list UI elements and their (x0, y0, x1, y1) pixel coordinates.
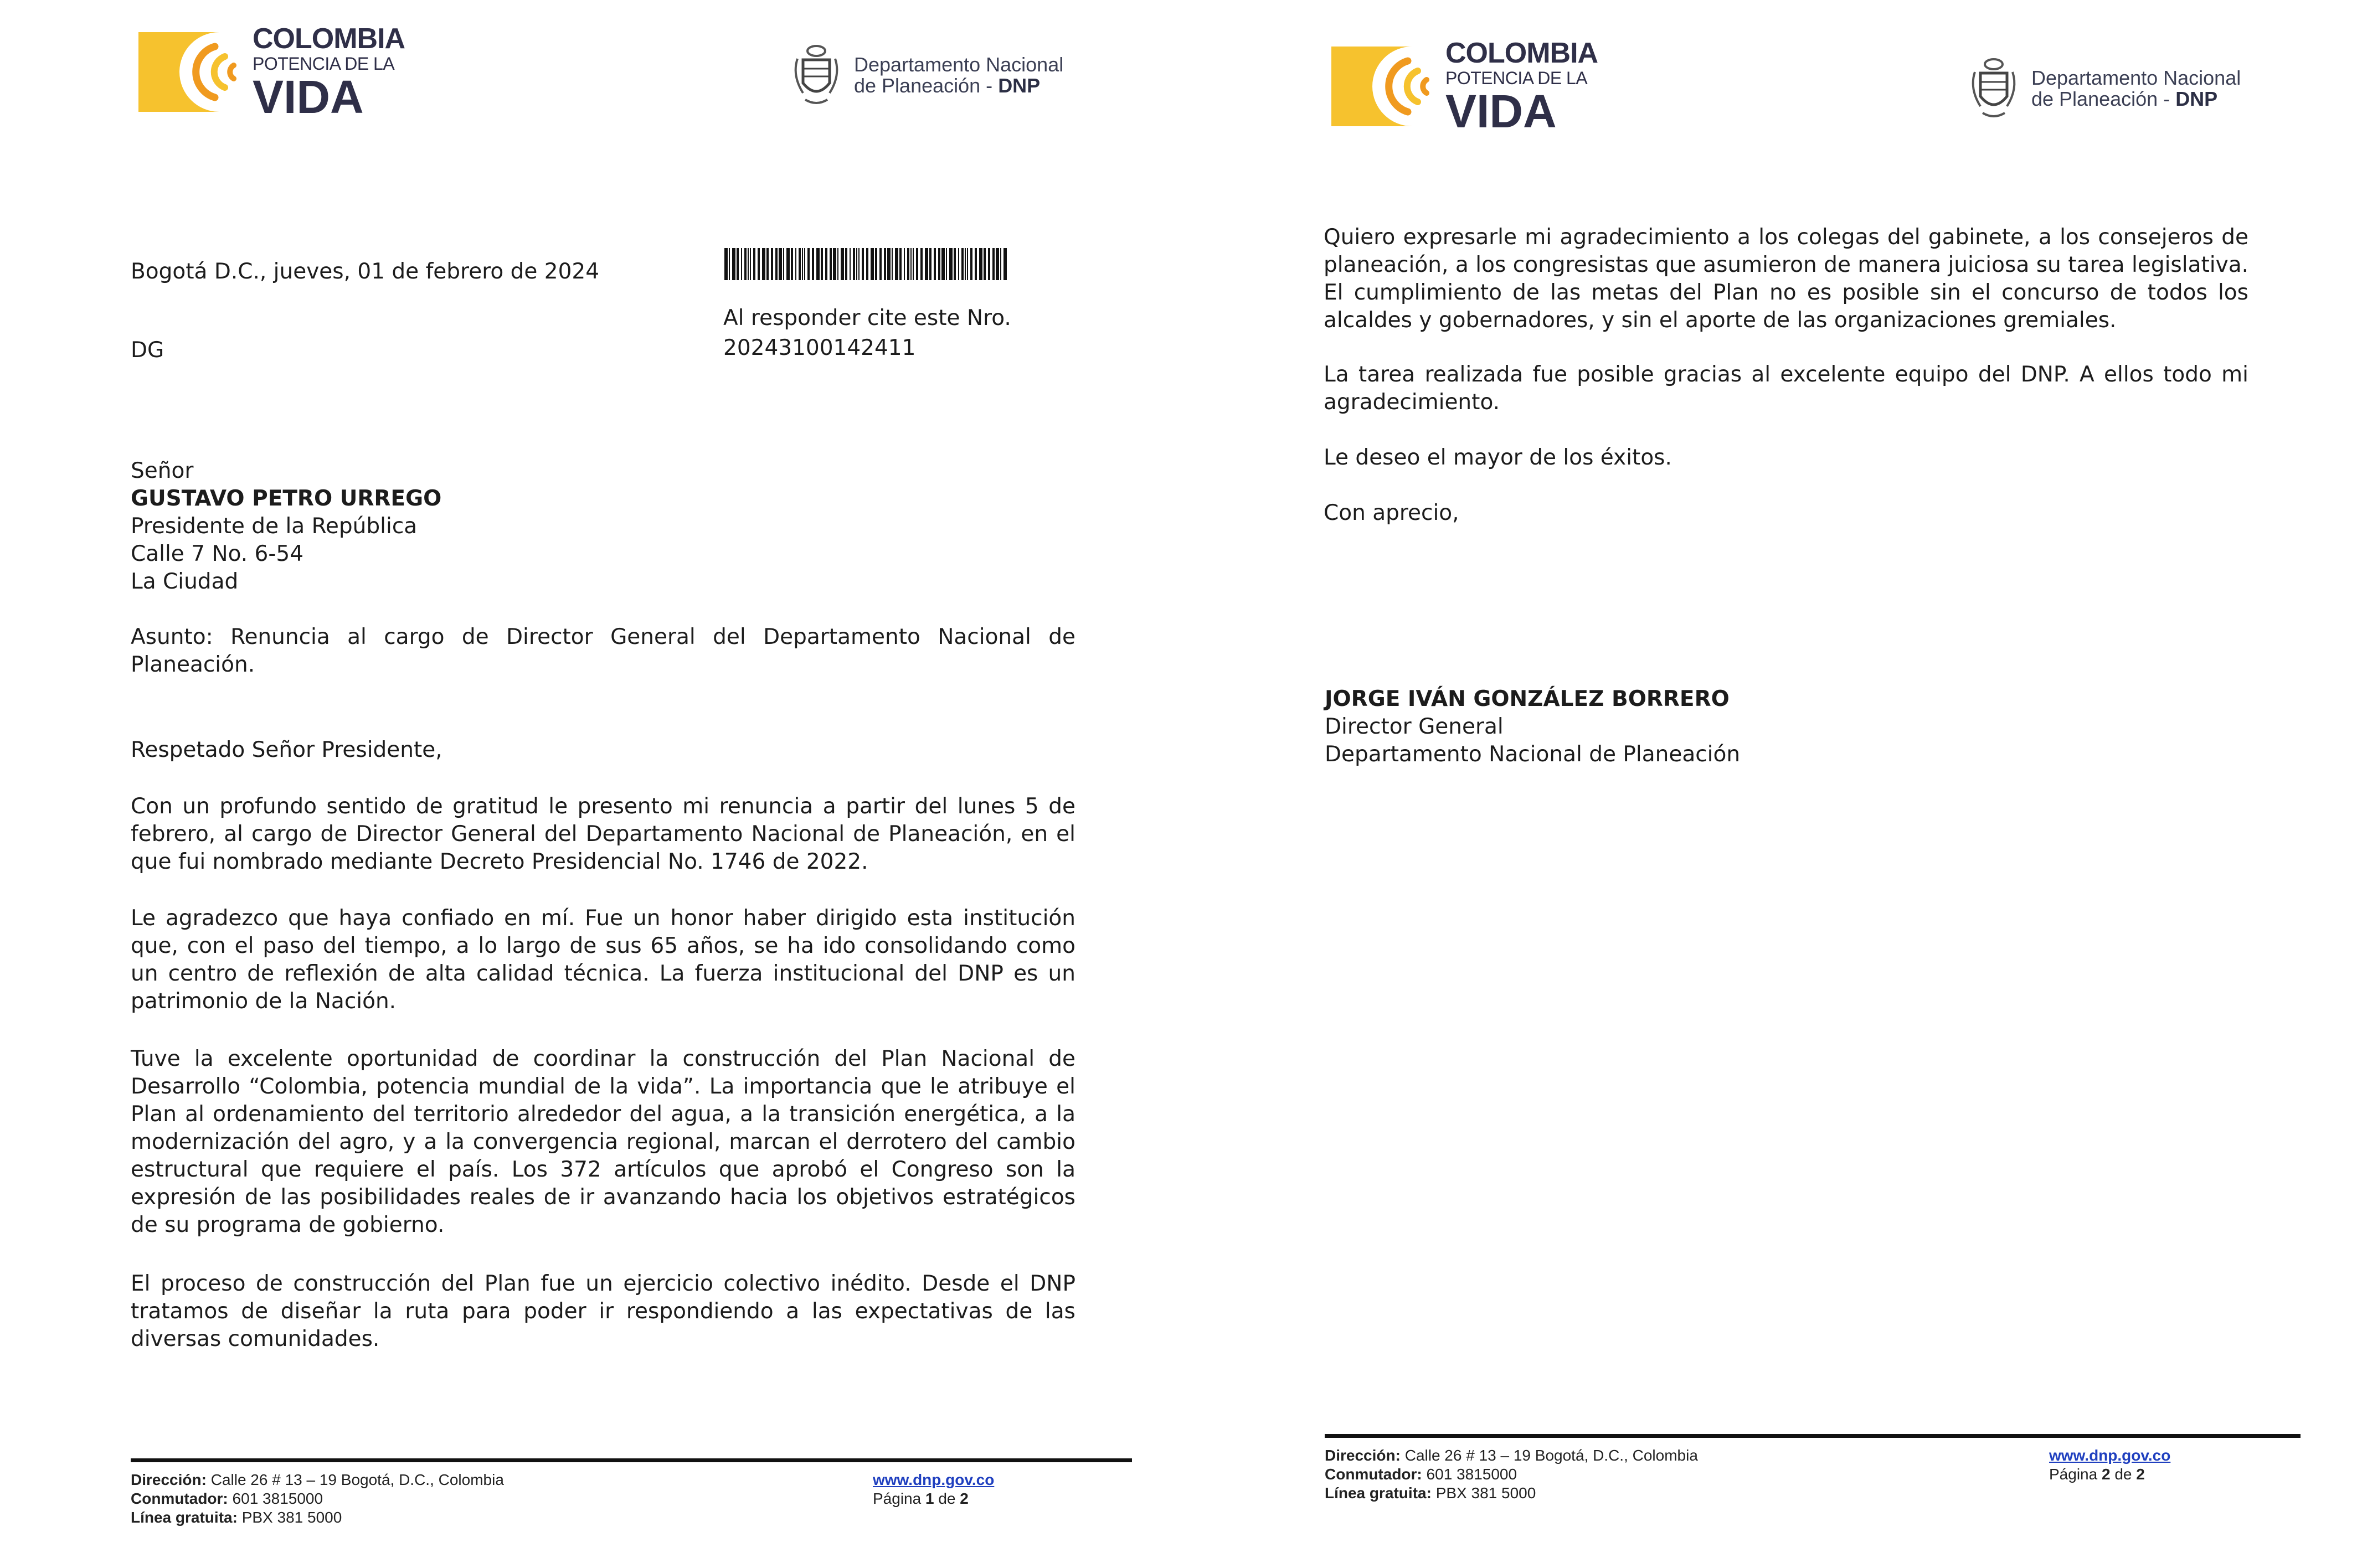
letter-date: Bogotá D.C., jueves, 01 de febrero de 2024 (131, 259, 600, 284)
brand-line-1: COLOMBIA (253, 22, 405, 55)
signer-name: JORGE IVÁN GONZÁLEZ BORRERO (1325, 687, 1730, 711)
footer-right (2049, 1446, 2170, 1484)
body-paragraph-2: Le agradezco que haya confiado en mí. Fue un honor haber dirigido esta institución que, con el paso del tiempo, a lo largo de sus 65 años, se ha ido consolidando como un centro de reflexión de alta calidad técnica. La fuerza institucional del DNP es un patrimonio de la Nación. (131, 906, 1075, 1014)
signature-block (1325, 685, 1740, 768)
recipient-city: La Ciudad (131, 569, 239, 594)
colombia-potencia-de-la-vida-logo (131, 22, 405, 122)
recipient-address: Calle 7 No. 6-54 (131, 541, 304, 566)
dnp-logo-acronym: DNP (2175, 87, 2218, 110)
footer-phone: 601 3815000 (1426, 1466, 1517, 1483)
cite-number: 20243100142411 (723, 336, 916, 360)
website-link[interactable]: www.dnp.gov.co (873, 1471, 995, 1488)
dnp-logo (1964, 55, 2241, 122)
letter-greeting: Respetado Señor Presidente, (131, 737, 442, 762)
footer-address: Calle 26 # 13 – 19 Bogotá, D.C., Colombia (210, 1471, 504, 1488)
website-link[interactable]: www.dnp.gov.co (2049, 1447, 2171, 1464)
footer-address-label: Dirección: (1325, 1447, 1401, 1464)
brand-line-3: VIDA (253, 70, 364, 123)
recipient-role: Presidente de la República (131, 514, 418, 539)
footer-rule (131, 1458, 1132, 1462)
coat-of-arms-icon (1964, 55, 2024, 122)
body-paragraph-1: Con un profundo sentido de gratitud le presento mi renuncia a partir del lunes 5 de febrero, al cargo de Director General del Departamento Nacional de Planeación, en el que fui nombrado mediante Decreto Presidencial No. 1746 de 2022. (131, 794, 1075, 874)
footer-right (873, 1471, 994, 1508)
body-paragraph-3: Tuve la excelente oportunidad de coordinar la construcción del Plan Nacional de Desarrollo “Colombia, potencia mundial de la vida”. La importancia que le atribuye el Plan al ordenamiento del territorio alrededor del agua, a la transición energética, a la modernización del agro, y a la convergencia regional, marcan el derrotero del cambio estructural que requiere el país. Los 372 artículos que aprobó el Congreso son la expresión de las posibilidades reales de ir avanzando hacia los objetivos estratégicos de su programa de gobierno. (131, 1046, 1075, 1237)
brand-line-2: POTENCIA DE LA (253, 53, 395, 74)
dependency-code: DG (131, 338, 164, 363)
brand-line-1: COLOMBIA (1445, 37, 1598, 69)
letter-closing: Con aprecio, (1324, 501, 1459, 525)
brand-line-3: VIDA (1445, 85, 1557, 137)
coat-of-arms-icon (786, 42, 846, 109)
signer-role: Director General (1325, 714, 1504, 739)
cite-label: Al responder cite este Nro. (723, 306, 1011, 331)
footer-toll: PBX 381 5000 (241, 1509, 342, 1526)
dnp-logo-line-1: Departamento Nacional (2031, 66, 2241, 89)
letter-page-2 (1179, 0, 2357, 1568)
page-indicator: Página 1 de 2 (873, 1490, 969, 1507)
footer-phone: 601 3815000 (232, 1490, 323, 1507)
page-indicator: Página 2 de 2 (2049, 1466, 2145, 1483)
letter-subject: Asunto: Renuncia al cargo de Director General del Departamento Nacional de Planeación. (131, 625, 1075, 677)
dnp-logo-line-1: Departamento Nacional (854, 53, 1064, 76)
dnp-logo (786, 42, 1063, 109)
brand-line-2: POTENCIA DE LA (1445, 68, 1588, 88)
body-paragraph-6: La tarea realizada fue posible gracias al excelente equipo del DNP. A ellos todo mi agradecimiento. (1324, 362, 2248, 415)
recipient-block (131, 457, 441, 596)
recipient-title: Señor (131, 458, 194, 483)
body-paragraph-4: El proceso de construcción del Plan fue un ejercicio colectivo inédito. Desde el DNP tratamos de diseñar la ruta para poder ir respondiendo a las expectativas de las diversas comunidades. (131, 1271, 1075, 1352)
footer-toll: PBX 381 5000 (1435, 1484, 1536, 1502)
signer-organization: Departamento Nacional de Planeación (1325, 742, 1741, 767)
footer-phone-label: Conmutador: (131, 1490, 228, 1507)
body-paragraph-7: Le deseo el mayor de los éxitos. (1324, 445, 1672, 470)
colombia-vida-mark-icon (1324, 42, 1434, 131)
colombia-vida-mark-icon (131, 28, 241, 116)
footer-rule (1325, 1434, 2301, 1438)
footer-address: Calle 26 # 13 – 19 Bogotá, D.C., Colombia (1404, 1447, 1698, 1464)
footer-toll-label: Línea gratuita: (1325, 1484, 1432, 1502)
footer-contact (131, 1471, 504, 1527)
body-paragraph-5: Quiero expresarle mi agradecimiento a los colegas del gabinete, a los consejeros de planeación, a los congresistas que asumieron de manera juiciosa su tarea legislativa. El cumplimiento de las metas del Plan no es posible sin el concurso de todos los alcaldes y gobernadores, y sin el aporte de las organizaciones gremiales. (1324, 225, 2248, 333)
footer-toll-label: Línea gratuita: (131, 1509, 238, 1526)
footer-phone-label: Conmutador: (1325, 1466, 1422, 1483)
footer-contact (1325, 1446, 1698, 1503)
dnp-logo-line-2: de Planeación - (2031, 87, 2176, 110)
dnp-logo-acronym: DNP (998, 74, 1041, 97)
barcode (723, 248, 1007, 280)
recipient-name: GUSTAVO PETRO URREGO (131, 486, 442, 511)
colombia-potencia-de-la-vida-logo (1324, 37, 1598, 136)
dnp-logo-line-2: de Planeación - (854, 74, 999, 97)
footer-address-label: Dirección: (131, 1471, 207, 1488)
